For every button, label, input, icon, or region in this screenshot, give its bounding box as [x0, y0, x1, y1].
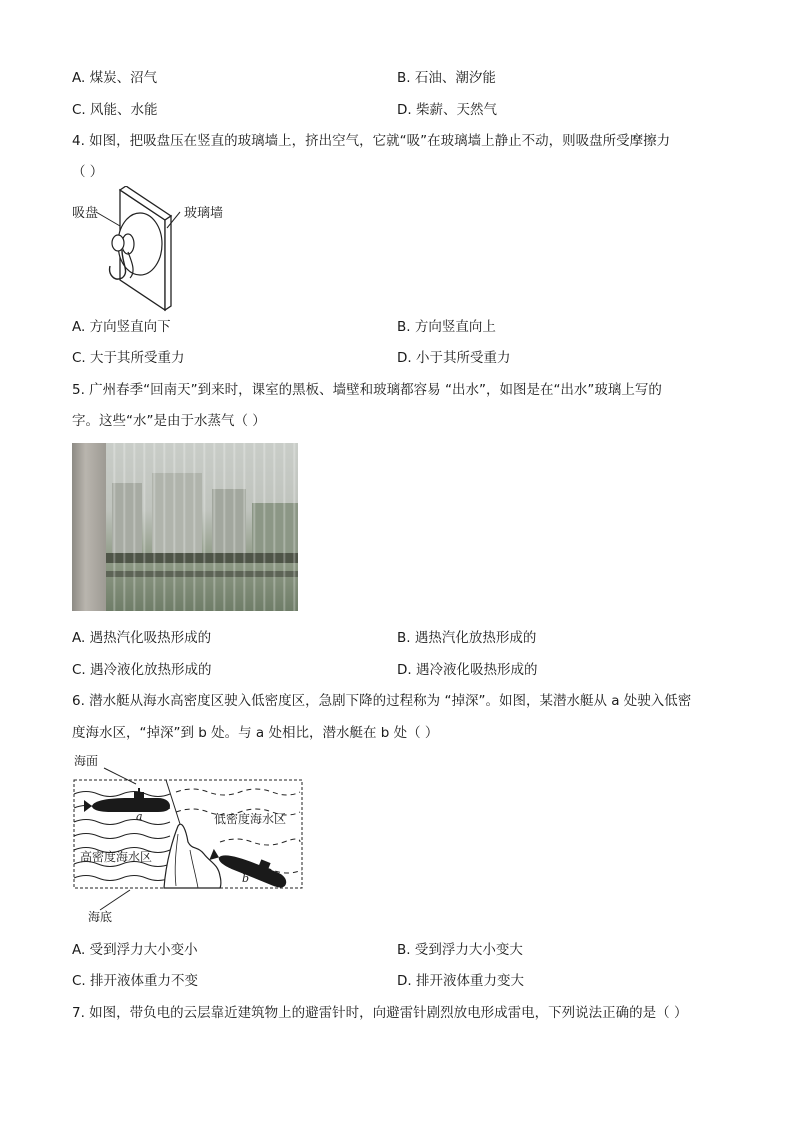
q6-stem-line1: 6. 潜水艇从海水高密度区驶入低密度区，急剧下降的过程称为 “掉深”。如图，某潜水艇从 a 处驶入低密 — [72, 693, 692, 709]
label-glass-wall: 玻璃墙 — [184, 206, 224, 221]
q6-option-c: C. 排开液体重力不变 — [72, 973, 199, 989]
label-sea-bottom: 海底 — [88, 910, 113, 924]
q4-stem-line2: （ ） — [72, 164, 104, 180]
label-suction-cup: 吸盘 — [72, 206, 99, 221]
q6-option-b: B. 受到浮力大小变大 — [397, 942, 523, 958]
label-sea-surface: 海面 — [74, 754, 99, 768]
submarine-figure — [70, 750, 310, 926]
q6-stem-line2: 度海水区，“掉深”到 b 处。与 a 处相比，潜水艇在 b 处（ ） — [72, 725, 439, 741]
q4-stem-line1: 4. 如图，把吸盘压在竖直的玻璃墙上，挤出空气，它就“吸”在玻璃墙上静止不动，则吸盘所受摩擦力 — [72, 133, 671, 149]
q4-option-a: A. 方向竖直向下 — [72, 319, 171, 335]
q5-stem-line2: 字。这些“水”是由于水蒸气（ ） — [72, 413, 266, 429]
q3-option-c: C. 风能、水能 — [72, 102, 158, 118]
q6-option-d: D. 排开液体重力变大 — [397, 973, 524, 989]
q4-option-d: D. 小于其所受重力 — [397, 350, 511, 366]
q3-option-d: D. 柴薪、天然气 — [397, 102, 497, 118]
q5-option-d: D. 遇冷液化吸热形成的 — [397, 662, 538, 678]
q7-stem-line1: 7. 如图，带负电的云层靠近建筑物上的避雷针时，向避雷针剧烈放电形成雷电，下列说法正确的是（ ） — [72, 1005, 688, 1021]
q4-option-c: C. 大于其所受重力 — [72, 350, 185, 366]
q5-stem-line1: 5. 广州春季“回南天”到来时，课室的黑板、墙壁和玻璃都容易 “出水”，如图是在“出水”玻璃上写的 — [72, 382, 662, 398]
q5-option-a: A. 遇热汽化吸热形成的 — [72, 630, 212, 646]
label-point-a: a — [136, 810, 143, 823]
label-point-b: b — [242, 872, 250, 885]
q4-option-b: B. 方向竖直向上 — [397, 319, 496, 335]
q3-option-a: A. 煤炭、沼气 — [72, 70, 158, 86]
label-low-density: 低密度海水区 — [214, 812, 287, 826]
q6-option-a: A. 受到浮力大小变小 — [72, 942, 198, 958]
q3-option-b: B. 石油、潮汐能 — [397, 70, 496, 86]
q5-option-c: C. 遇冷液化放热形成的 — [72, 662, 212, 678]
suction-cup-figure — [70, 186, 250, 312]
wet-window-photo — [72, 443, 298, 611]
label-high-density: 高密度海水区 — [80, 850, 153, 864]
q5-option-b: B. 遇热汽化放热形成的 — [397, 630, 537, 646]
